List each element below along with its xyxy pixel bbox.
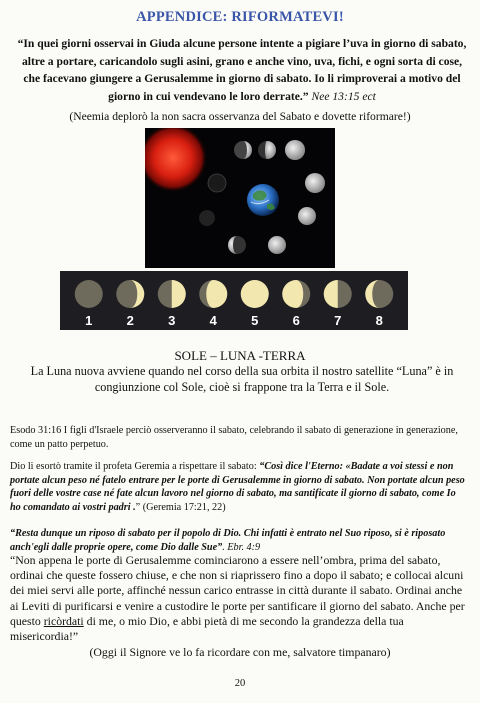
moon-phase-label: 6 [292,313,300,328]
hebrews-paragraph [10,527,468,554]
gates-text-after: di me, o mio Dio, e abbi pietà di me secondo la grandezza della tua misericordia!” [10,613,404,644]
nehemiah-gates-paragraph [10,553,468,644]
moon-phase-strip [60,271,408,330]
moon-phase-label: 5 [251,313,259,328]
jeremiah-paragraph [10,460,468,514]
nehemiah-quote-text: “In quei giorni osservai in Giuda alcune persone intente a pigiare l’uva in giorno di sabato, altre a portare, caricandolo sugli asini, grano e anche vino, uva, fichi, e ogni sorta di cose, che facevano giungere a Gerusalemme in giorno di sabato. Io li rimproverai a motivo del giorno in cui vendevano le loro derrate.” [17,37,467,103]
moon-phase-4 [199,280,227,328]
section-title: SOLE – LUNA -TERRA [174,348,306,363]
sun-earth-moon-illustration [145,128,335,268]
gates-text-before: “Non appena le porte di Gerusalemme cominciarono a essere nell’ombra, prima del sabato, ordinai che queste fossero chiuse, e che non si riaprissero fino a dopo il sabato; e collocai alcuni dei miei servi alle porte, affinché nessun carico entrasse in città durante il sabato. Ordinai anche ai Leviti di purificarsi e venire a custodire le porte per santificare il giorno del sabato. Anche per questo [10,553,465,628]
moon-phase-label: 2 [126,313,134,328]
moon-phase-7 [324,280,352,328]
moon-phase-5 [241,280,269,328]
sun-earth-moon-image [145,128,335,268]
moon-phase-label: 8 [375,313,383,328]
nehemiah-caption: (Neemia deplorò la non sacra osservanza del Sabato e dovette riformare!) [69,110,411,123]
moon-phase-label: 1 [85,313,93,328]
hebrews-ref: . Ebr. 4:9 [222,541,261,553]
page-title: APPENDICE: RIFORMATEVI! [136,9,344,25]
section-body: La Luna nuova avviene quando nel corso della sua orbita il nostro satellite “Luna” è in congiunzione col Sole, cioè si frappone tra la Terra e il Sole. [30,364,454,394]
exodus-paragraph: Esodo 31:16 I figli d'Israele perciò osserveranno il sabato, celebrando il sabato di generazione in generazione, come un patto perpetuo. [10,425,458,450]
moon-phase-2 [116,280,144,328]
moon-phase-3 [158,280,186,328]
moon-phase-8 [365,280,393,328]
gates-text-underlined: ricòrdati [43,613,84,628]
moon-phase-label: 3 [168,313,176,328]
moon-phase-1 [75,280,103,328]
nehemiah-quote [16,35,468,105]
hebrews-quote: “Resta dunque un riposo di sabato per il popolo di Dio. Chi infatti è entrato nel Suo riposo, si è riposato anch'egli dalle proprie opere, come Dio dalle Sue” [10,528,446,553]
moon-phase-graphic [60,271,408,330]
moon-phase-6 [282,280,310,328]
jeremiah-quote: “Così dice l'Eterno: «Badate a voi stessi e non portate alcun peso né fatelo entrare per le porte di Gerusalemme in giorno di sabato. Non portate alcun peso fuori delle vostre case né fate alcun lavoro nel giorno di sabato, ma santificate il giorno di sabato, come Io ho comandato ai vostri padri . [10,461,465,513]
moon-phase-label: 4 [209,313,217,328]
jeremiah-intro: Dio li esortò tramite il profeta Geremia a rispettare il sabato: [10,461,260,472]
jeremiah-ref: ” (Geremia 17:21, 22) [135,501,226,513]
nehemiah-quote-ref: Nee 13:15 ect [308,89,376,103]
moon-phase-label: 7 [334,313,342,328]
page-number: 20 [234,678,246,689]
author-note: (Oggi il Signore ve lo fa ricordare con me, salvatore timpanaro) [89,645,391,659]
